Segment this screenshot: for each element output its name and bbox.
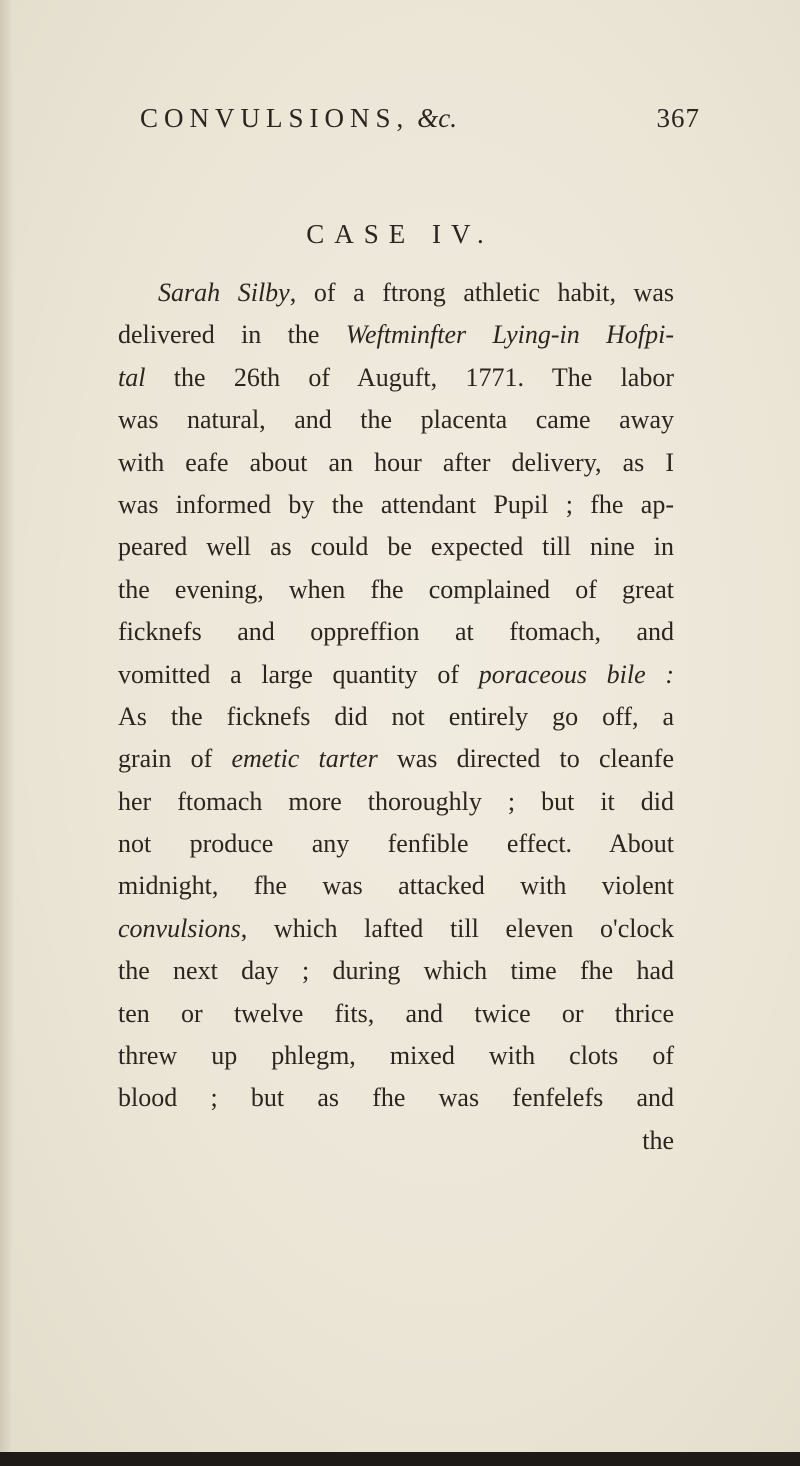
text-line [118, 738, 674, 780]
running-head-etc: &c. [417, 103, 458, 133]
text-line [118, 654, 674, 696]
text-run: midnight, fhe was attacked with violent [118, 871, 674, 901]
running-head [140, 98, 700, 138]
text-run: vomitted a large quantity of [118, 659, 479, 689]
text-line [118, 314, 674, 356]
text-run: ten or twelve fits, and twice or thrice [118, 998, 674, 1028]
text-run: the [642, 1125, 674, 1155]
text-line [118, 1120, 674, 1162]
text-line [118, 611, 674, 653]
text-run: delivered in the [118, 320, 346, 350]
text-run: the evening, when fhe complained of great [118, 574, 674, 604]
italic-text: Sarah Silby [158, 278, 290, 307]
italic-text: tal [118, 362, 146, 392]
text-line [118, 1035, 674, 1077]
text-run: was directed to cleanfe [377, 744, 674, 774]
text-line [118, 781, 674, 823]
italic-text: convulsions [118, 913, 241, 943]
italic-text: emetic tarter [231, 744, 378, 774]
text-run: was natural, and the placenta came away [118, 405, 674, 435]
text-run: not produce any fenfible effect. About [118, 829, 674, 859]
bottom-edge-rule [0, 1452, 800, 1466]
text-run: the next day ; during which time fhe had [118, 956, 674, 986]
text-line [118, 442, 674, 484]
text-run: her ftomach more thoroughly ; but it did [118, 786, 674, 816]
text-line [118, 399, 674, 441]
page-number: 367 [656, 103, 700, 133]
text-line [118, 993, 674, 1035]
case-heading: CASE IV. [306, 219, 494, 249]
text-line [118, 696, 674, 738]
text-run: with eafe about an hour after delivery, as I [118, 447, 674, 477]
text-line [118, 526, 674, 568]
text-line [118, 908, 674, 950]
text-run: peared well as could be expected till nine in [118, 532, 674, 562]
text-run: As the ficknefs did not entirely go off, a [118, 701, 674, 731]
text-line [118, 950, 674, 992]
text-run: grain of [118, 744, 232, 774]
text-line [118, 1077, 674, 1119]
text-line [118, 357, 674, 399]
italic-text: Weftminfter Lying-in Hofpi- [345, 320, 675, 350]
text-run: ficknefs and oppreffion at ftomach, and [118, 617, 674, 647]
text-run: was informed by the attendant Pupil ; fhe ap- [118, 489, 674, 519]
text-run: threw up phlegm, mixed with clots of [118, 1041, 674, 1071]
text-run: , which lafted till eleven o'clock [240, 913, 674, 943]
text-line [118, 272, 674, 314]
text-line [118, 569, 674, 611]
text-line [118, 865, 674, 907]
text-run: blood ; but as fhe was fenfelefs and [118, 1083, 674, 1113]
text-line [118, 823, 674, 865]
body-text [118, 272, 674, 1162]
text-line [118, 484, 674, 526]
text-run: , of a ftrong athletic habit, was [289, 278, 674, 307]
italic-text: poraceous bile : [478, 659, 674, 689]
text-run: the 26th of Auguft, 1771. The labor [145, 362, 674, 392]
running-head-title: CONVULSIONS, [140, 103, 410, 133]
